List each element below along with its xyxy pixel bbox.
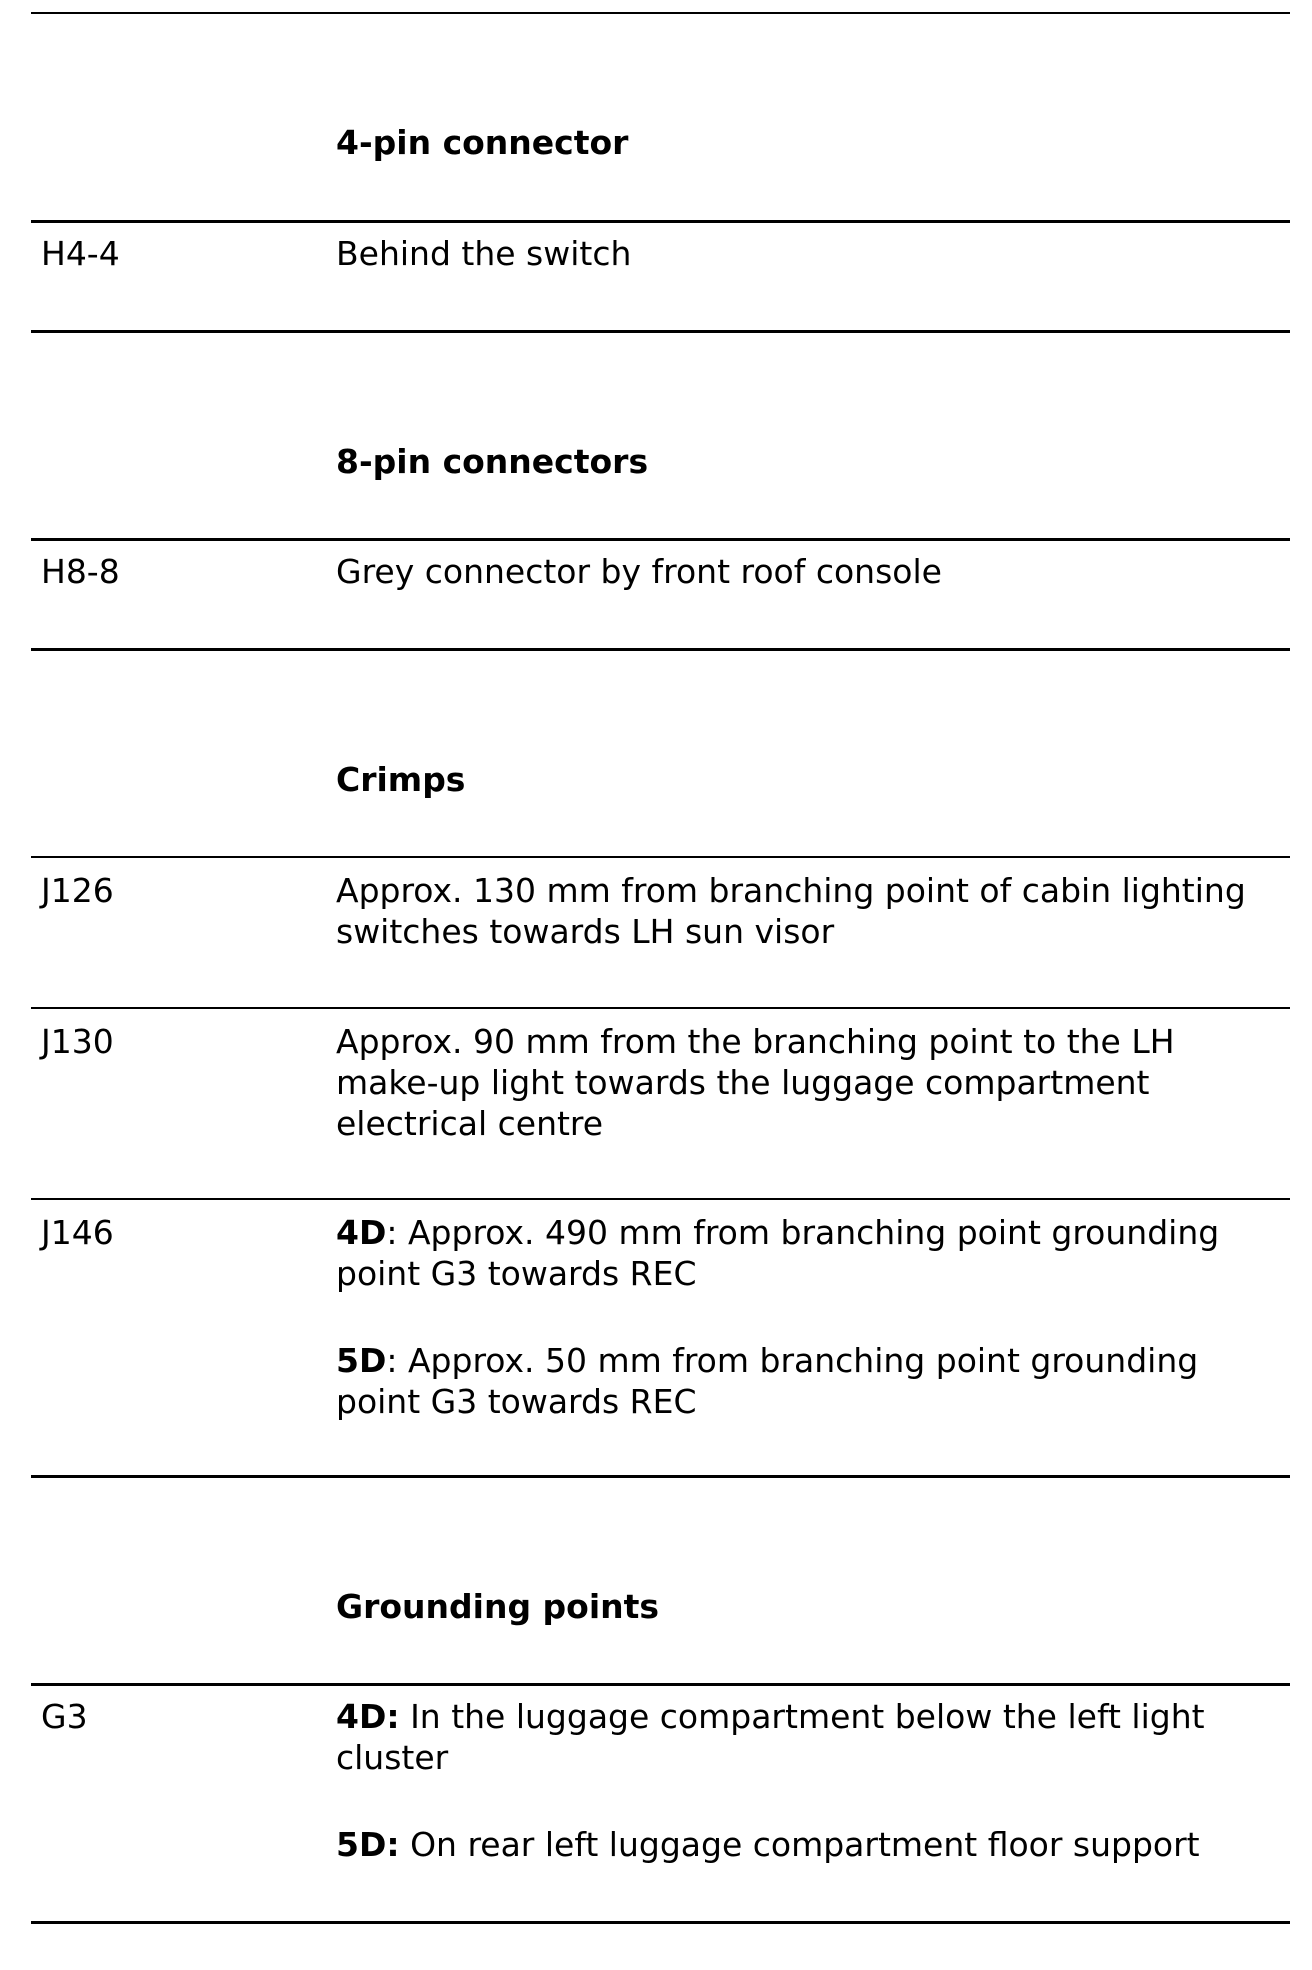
- variant-tag-5d: 5D: [336, 1341, 387, 1380]
- variant-separator: :: [386, 1341, 408, 1380]
- variant-separator: [400, 1825, 411, 1864]
- row-desc-j146-4d: [336, 1212, 1271, 1294]
- variant-tag-5d: 5D:: [336, 1825, 400, 1864]
- row-desc-h8-8: Grey connector by front roof console: [336, 552, 942, 591]
- row-desc-h4-4: Behind the switch: [336, 234, 632, 273]
- variant-text: Approx. 50 mm from branching point grounding point G3 towards REC: [336, 1341, 1199, 1421]
- row-code-h8-8: H8-8: [41, 552, 120, 591]
- row-code-j130: J130: [41, 1022, 114, 1061]
- row-desc-j146-5d: [336, 1340, 1271, 1422]
- variant-text: Approx. 490 mm from branching point grounding point G3 towards REC: [336, 1213, 1220, 1293]
- variant-separator: [400, 1697, 411, 1736]
- section-end-rule: [31, 1475, 1290, 1478]
- variant-tag-4d: 4D:: [336, 1697, 400, 1736]
- section-rule: [31, 220, 1290, 223]
- row-code-j126: J126: [41, 871, 114, 910]
- section-heading-crimps: Crimps: [336, 760, 466, 799]
- variant-text: On rear left luggage compartment floor support: [410, 1825, 1200, 1864]
- section-heading-4-pin: 4-pin connector: [336, 123, 629, 162]
- row-code-j146: J146: [41, 1213, 114, 1252]
- row-desc-j126: Approx. 130 mm from branching point of cabin lighting switches towards LH sun visor: [336, 871, 1246, 951]
- section-rule: [31, 1683, 1290, 1686]
- section-rule: [31, 538, 1290, 541]
- variant-tag-4d: 4D: [336, 1213, 387, 1252]
- row-divider: [31, 1007, 1290, 1009]
- row-divider: [31, 1198, 1290, 1200]
- row-desc-j130: Approx. 90 mm from the branching point to the LH make-up light towards the luggage compartment electrical centre: [336, 1022, 1175, 1143]
- section-heading-8-pin: 8-pin connectors: [336, 442, 649, 481]
- row-desc-g3-5d: [336, 1824, 1271, 1865]
- row-code-g3: G3: [41, 1697, 88, 1736]
- section-heading-grounding-points: Grounding points: [336, 1587, 660, 1626]
- section-rule: [31, 856, 1290, 858]
- section-end-rule: [31, 648, 1290, 651]
- section-end-rule: [31, 330, 1290, 333]
- variant-text: In the luggage compartment below the left light cluster: [336, 1697, 1205, 1777]
- bottom-rule: [31, 1921, 1290, 1924]
- row-code-h4-4: H4-4: [41, 234, 120, 273]
- variant-separator: :: [386, 1213, 408, 1252]
- top-rule: [31, 12, 1290, 14]
- row-desc-g3-4d: [336, 1696, 1271, 1778]
